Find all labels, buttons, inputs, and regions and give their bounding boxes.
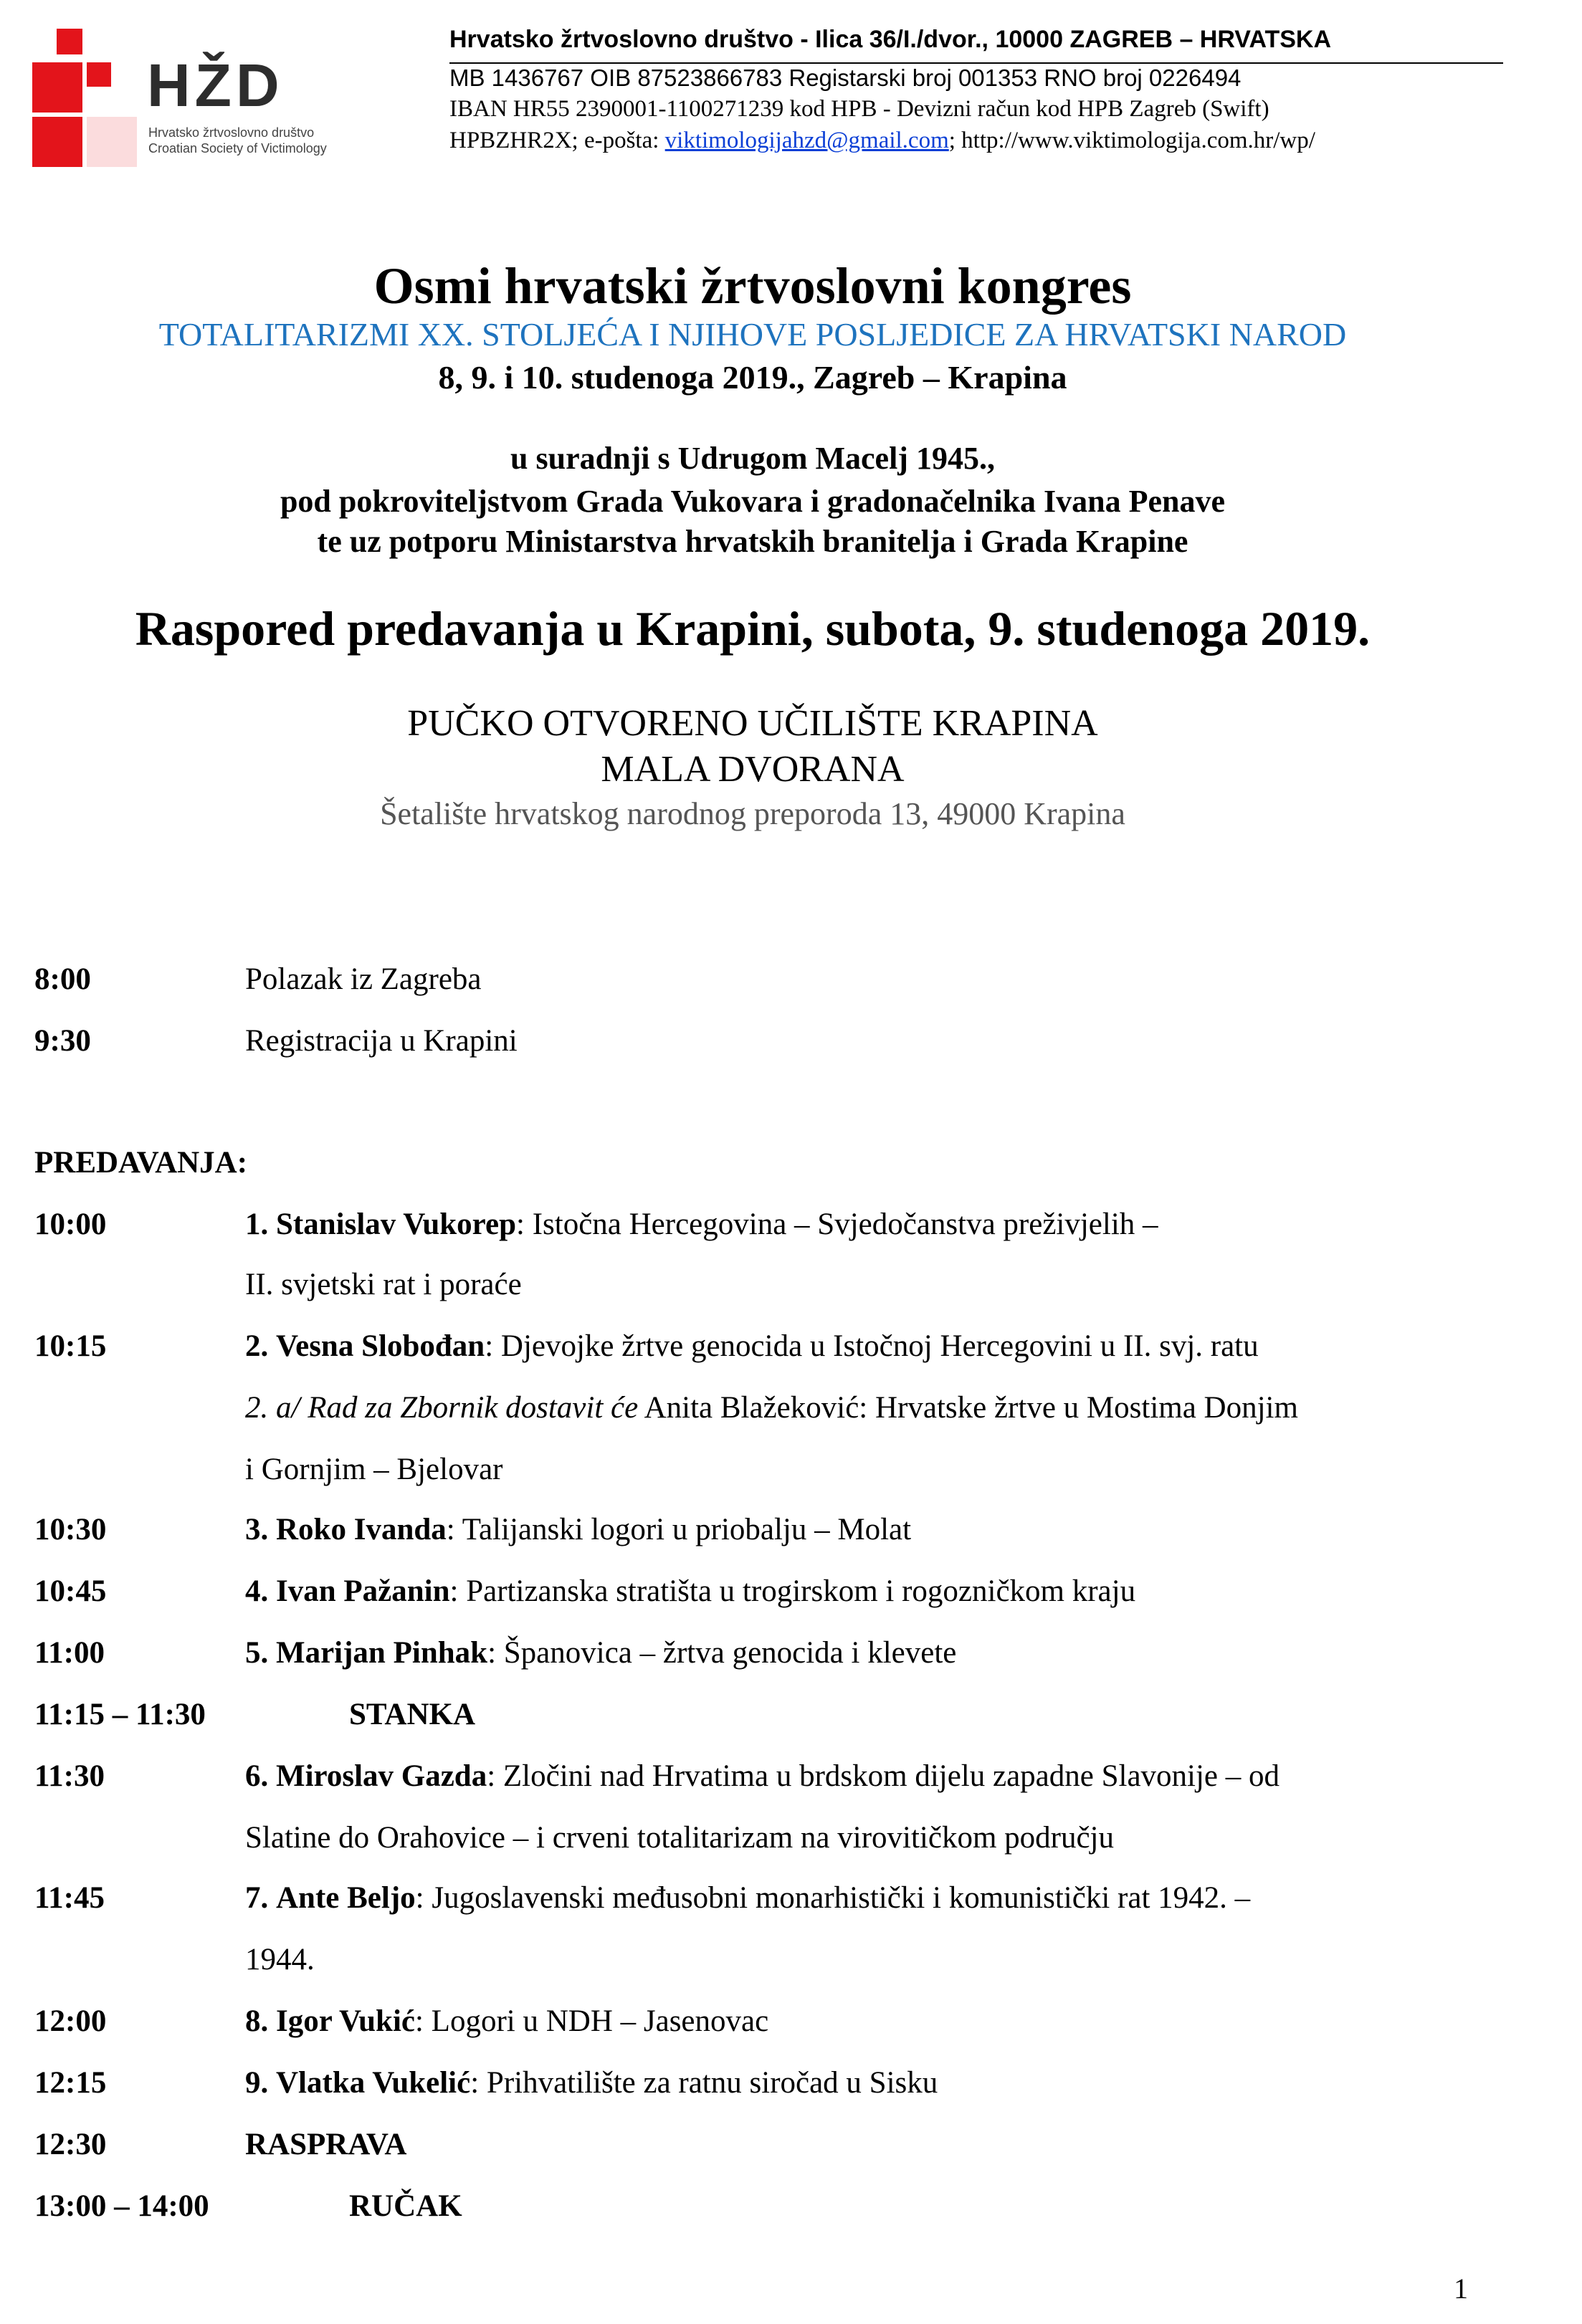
talk-item: 6. Miroslav Gazda: Zločini nad Hrvatima u brdskom dijelu zapadne Slavonije – od [245,1759,1280,1793]
talk-item: 3. Roko Ivanda: Talijanski logori u priobalju – Molat [245,1513,912,1546]
logo-mark: HŽD [147,52,284,119]
logo-subtitle: Hrvatsko žrtvoslovno društvo Croatian Society of Victimology [148,125,327,156]
time-slot: 8:00 [34,962,91,996]
speaker-name: Stanislav Vukorep [276,1208,516,1241]
talk-item: 5. Marijan Pinhak: Španovica – žrtva genocida i klevete [245,1636,957,1670]
patronage-line: pod pokroviteljstvom Grada Vukovara i gradonačelnika Ivana Penave [280,484,1226,519]
support-line: te uz potporu Ministarstva hrvatskih branitelja i Grada Krapine [317,524,1188,559]
cooperation-line: u suradnji s Udrugom Macelj 1945., [510,441,995,476]
discussion-label: RASPRAVA [245,2128,407,2161]
congress-title: Osmi hrvatski žrtvoslovni kongres [373,257,1132,315]
society-address: Hrvatsko žrtvoslovno društvo - Ilica 36/I./dvor., 10000 ZAGREB – HRVATSKA [449,26,1332,53]
talk-item: 4. Ivan Pažanin: Partizanska stratišta u trogirskom i rogozničkom kraju [245,1574,1136,1608]
talk-note-cont: i Gornjim – Bjelovar [245,1453,503,1486]
schedule-heading: Raspored predavanja u Krapini, subota, 9. studenoga 2019. [135,601,1371,656]
schedule-item: Registracija u Krapini [245,1024,518,1058]
talk-note: 2. a/ Rad za Zbornik dostavit će Anita Blažeković: Hrvatske žrtve u Mostima Donjim [245,1391,1298,1425]
lunch-label: RUČAK [349,2189,462,2223]
page-number: 1 [1454,2272,1468,2305]
talk-item: 9. Vlatka Vukelić: Prihvatilište za ratnu siročad u Sisku [245,2066,938,2100]
speaker-name: Roko Ivanda [276,1513,447,1546]
talk-title-cont: II. svjetski rat i poraće [245,1268,522,1301]
talk-item: 2. Vesna Slobođan: Djevojke žrtve genocida u Istočnoj Hercegovini u II. svj. ratu [245,1329,1259,1363]
hzd-logo [32,25,355,168]
speaker-name: Vlatka Vukelić [276,2066,471,2100]
contact-info: HPBZHR2X; e-pošta: viktimologijahzd@gmail.com; http://www.viktimologija.com.hr/wp/ [449,128,1315,153]
lectures-heading: PREDAVANJA: [34,1146,248,1180]
email-link[interactable]: viktimologijahzd@gmail.com [664,128,949,153]
talk-title-cont: 1944. [245,1943,315,1976]
talk-item: 1. Stanislav Vukorep: Istočna Hercegovina – Svjedočanstva preživjelih – [245,1208,1158,1241]
schedule-item: Polazak iz Zagreba [245,962,482,996]
congress-dates: 8, 9. i 10. studenoga 2019., Zagreb – Krapina [438,359,1067,396]
speaker-name: Ivan Pažanin [276,1574,450,1608]
registration-info: MB 1436767 OIB 87523866783 Registarski broj 001353 RNO broj 0226494 [449,64,1242,91]
speaker-name: Marijan Pinhak [276,1636,488,1670]
talk-title-cont: Slatine do Orahovice – i crveni totalitarizam na virovitičkom području [245,1821,1114,1855]
talk-item: 7. Ante Beljo: Jugoslavenski međusobni monarhistički i komunistički rat 1942. – [245,1881,1251,1915]
speaker-name: Igor Vukić [276,2004,415,2038]
break-label: STANKA [349,1698,476,1731]
venue-name: PUČKO OTVORENO UČILIŠTE KRAPINA [407,703,1098,744]
header-divider [449,62,1503,64]
venue-address: Šetalište hrvatskog narodnog preporoda 13, 49000 Krapina [380,796,1125,831]
congress-theme: TOTALITARIZMI XX. STOLJEĆA I NJIHOVE POSLJEDICE ZA HRVATSKI NAROD [158,316,1347,353]
speaker-name: Vesna Slobođan [276,1329,485,1363]
venue-hall: MALA DVORANA [601,749,905,790]
time-slot: 9:30 [34,1024,91,1058]
talk-item: 8. Igor Vukić: Logori u NDH – Jasenovac [245,2004,769,2038]
bank-info: IBAN HR55 2390001-1100271239 kod HPB - Devizni račun kod HPB Zagreb (Swift) [449,96,1269,122]
speaker-name: Miroslav Gazda [276,1759,487,1793]
speaker-name: Ante Beljo [276,1881,416,1915]
